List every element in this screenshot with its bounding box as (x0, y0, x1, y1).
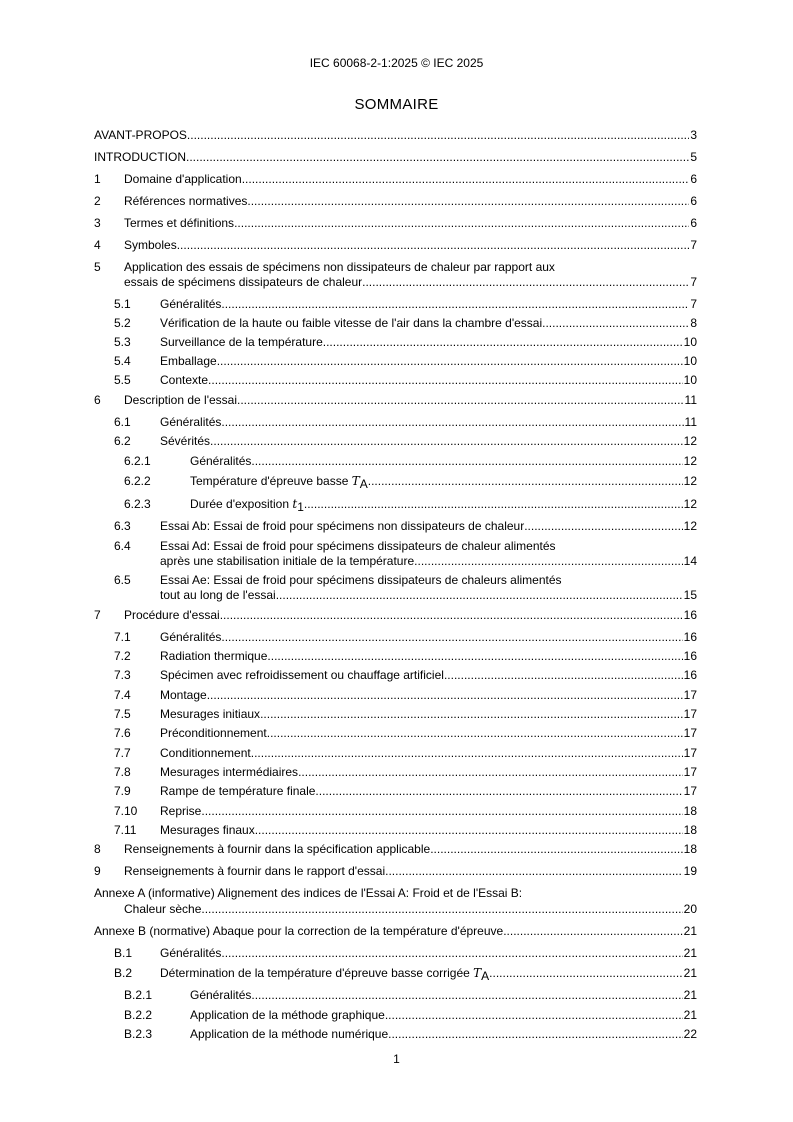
toc-entry-5-5[interactable]: 5.5 Contexte ..... 10 (0, 372, 793, 388)
toc-entry-7-2[interactable]: 7.2 Radiation thermique ..... 16 (0, 648, 793, 664)
toc-entry-4[interactable]: 4 Symboles ..... 7 (0, 237, 793, 253)
toc-entry-7-5[interactable]: 7.5 Mesurages initiaux ..... 17 (0, 706, 793, 722)
toc-entry-6-4[interactable]: 6.4 Essai Ad: Essai de froid pour spécimens dissipateurs de chaleur alimentés (114, 539, 556, 553)
toc-entry-b-2-1[interactable]: B.2.1 Généralités ..... 21 (0, 987, 793, 1003)
toc-entry-5[interactable]: 5 Application des essais de spécimens non dissipateurs de chaleur par rapport aux (94, 260, 555, 274)
toc-entry-6-1[interactable]: 6.1 Généralités ..... 11 (0, 414, 793, 430)
toc-entry-5-2[interactable]: 5.2 Vérification de la haute ou faible vitesse de l'air dans la chambre d'essai ..... 8 (0, 315, 793, 331)
toc-entry-2[interactable]: 2 Références normatives ..... 6 (0, 193, 793, 209)
page-title: SOMMAIRE (354, 96, 439, 113)
toc-entry-5-1[interactable]: 5.1 Généralités ..... 7 (0, 296, 793, 312)
toc-entry-6-2-2[interactable]: 6.2.2 Température d'épreuve basse TA ..... 12 (0, 473, 793, 489)
toc-entry-7-1[interactable]: 7.1 Généralités ..... 16 (0, 629, 793, 645)
symbol-t-1: t (292, 497, 298, 511)
toc-entry-1[interactable]: 1 Domaine d'application ..... 6 (0, 171, 793, 187)
toc-entry-6-4-cont[interactable]: après une stabilisation initiale de la température ..... 14 (0, 553, 793, 569)
toc-entry-5-4[interactable]: 5.4 Emballage ..... 10 (0, 353, 793, 369)
toc-entry-9[interactable]: 9 Renseignements à fournir dans le rapport d'essai ..... 19 (0, 863, 793, 879)
page-ref: 3 (690, 128, 697, 142)
toc-entry-7-10[interactable]: 7.10 Reprise ..... 18 (0, 803, 793, 819)
document-header: IEC 60068-2-1:2025 © IEC 2025 (309, 56, 484, 70)
toc-entry-8[interactable]: 8 Renseignements à fournir dans la spécification applicable ..... 18 (0, 841, 793, 857)
toc-entry-6-3[interactable]: 6.3 Essai Ab: Essai de froid pour spécimens non dissipateurs de chaleur ..... 12 (0, 518, 793, 534)
toc-entry-introduction[interactable]: INTRODUCTION ..... 5 (0, 149, 793, 165)
toc-entry-annex-b[interactable]: Annexe B (normative) Abaque pour la correction de la température d'épreuve ..... 21 (0, 923, 793, 939)
symbol-t-a: T (351, 474, 360, 488)
toc-entry-7-3[interactable]: 7.3 Spécimen avec refroidissement ou chauffage artificiel ..... 16 (0, 667, 793, 683)
toc-entry-6-2-1[interactable]: 6.2.1 Généralités ..... 12 (0, 453, 793, 469)
toc-entry-b-2[interactable]: B.2 Détermination de la température d'épreuve basse corrigée TA ..... 21 (0, 965, 793, 981)
toc-entry-7-11[interactable]: 7.11 Mesurages finaux ..... 18 (0, 822, 793, 838)
toc-entry-7-9[interactable]: 7.9 Rampe de température finale ..... 17 (0, 783, 793, 799)
toc-entry-6-5-cont[interactable]: tout au long de l'essai ..... 15 (0, 587, 793, 603)
toc-entry-annex-a-cont[interactable]: Chaleur sèche ..... 20 (0, 901, 793, 917)
toc-entry-5-3[interactable]: 5.3 Surveillance de la température ..... 10 (0, 334, 793, 350)
page-number: 1 (393, 1052, 400, 1066)
toc-entry-7-8[interactable]: 7.8 Mesurages intermédiaires ..... 17 (0, 764, 793, 780)
toc-entry-5-cont[interactable]: essais de spécimens dissipateurs de chaleur ..... 7 (0, 274, 793, 290)
toc-entry-7-7[interactable]: 7.7 Conditionnement ..... 17 (0, 745, 793, 761)
toc-entry-6-5[interactable]: 6.5 Essai Ae: Essai de froid pour spécimens dissipateurs de chaleurs alimentés (114, 573, 562, 587)
toc-entry-6-2[interactable]: 6.2 Sévérités ..... 12 (0, 433, 793, 449)
symbol-t-a: T (473, 966, 482, 980)
toc-entry-annex-a[interactable]: Annexe A (informative) Alignement des indices de l'Essai A: Froid et de l'Essai B: (94, 886, 523, 900)
toc-entry-3[interactable]: 3 Termes et définitions ..... 6 (0, 215, 793, 231)
leader-dots (187, 127, 689, 143)
toc-entry-7[interactable]: 7 Procédure d'essai ..... 16 (0, 607, 793, 623)
toc-entry-7-4[interactable]: 7.4 Montage ..... 17 (0, 687, 793, 703)
toc-entry-6[interactable]: 6 Description de l'essai ..... 11 (0, 392, 793, 408)
toc-entry-b-2-3[interactable]: B.2.3 Application de la méthode numérique ..... 22 (0, 1026, 793, 1042)
toc-entry-avant-propos[interactable]: AVANT-PROPOS ..... 3 (0, 127, 793, 143)
toc-entry-6-2-3[interactable]: 6.2.3 Durée d'exposition t1 ..... 12 (0, 496, 793, 512)
toc-entry-b-2-2[interactable]: B.2.2 Application de la méthode graphique ..... 21 (0, 1007, 793, 1023)
toc-entry-b-1[interactable]: B.1 Généralités ..... 21 (0, 945, 793, 961)
toc-entry-7-6[interactable]: 7.6 Préconditionnement ..... 17 (0, 725, 793, 741)
